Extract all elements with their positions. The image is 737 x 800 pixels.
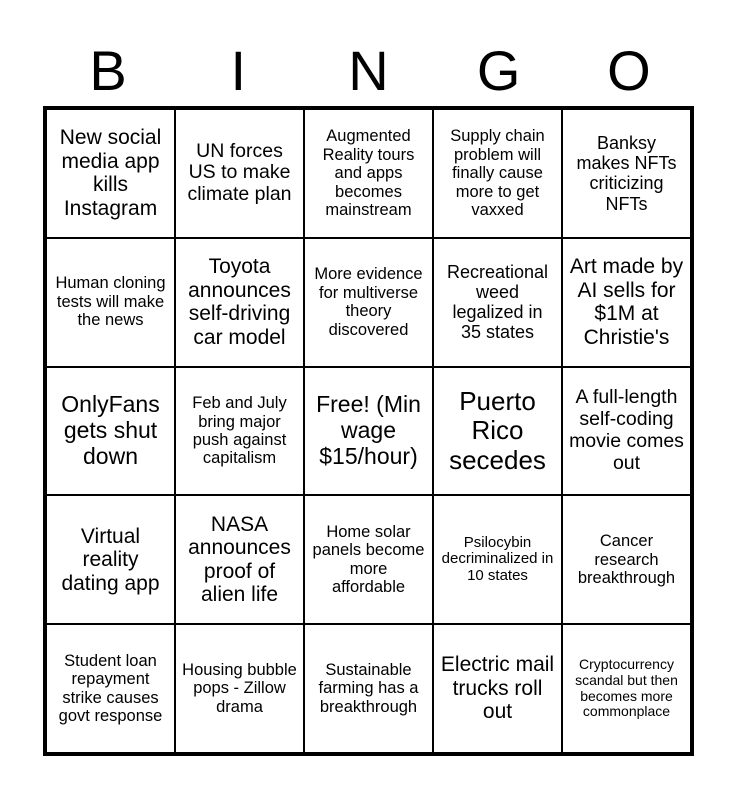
bingo-cell[interactable]: Sustainable farming has a breakthrough — [304, 624, 433, 753]
bingo-cell[interactable]: A full-length self-coding movie comes out — [562, 367, 691, 496]
bingo-cell[interactable]: Supply chain problem will finally cause more to get vaxxed — [433, 109, 562, 238]
bingo-cell[interactable]: Puerto Rico secedes — [433, 367, 562, 496]
bingo-cell[interactable]: Feb and July bring major push against capitalism — [175, 367, 304, 496]
bingo-cell[interactable]: Psilocybin decriminalized in 10 states — [433, 495, 562, 624]
bingo-cell[interactable]: Home solar panels become more affordable — [304, 495, 433, 624]
bingo-cell[interactable]: Electric mail trucks roll out — [433, 624, 562, 753]
bingo-header — [43, 36, 694, 106]
bingo-cell[interactable]: More evidence for multiverse theory discovered — [304, 238, 433, 367]
bingo-cell[interactable]: New social media app kills Instagram — [46, 109, 175, 238]
bingo-cell[interactable]: Recreational weed legalized in 35 states — [433, 238, 562, 367]
header-letter-o: O — [607, 39, 651, 102]
bingo-cell[interactable]: Cryptocurrency scandal but then becomes more commonplace — [562, 624, 691, 753]
free-space-cell[interactable]: Free! (Min wage $15/hour) — [304, 367, 433, 496]
bingo-cell[interactable]: Cancer research breakthrough — [562, 495, 691, 624]
bingo-cell[interactable]: Virtual reality dating app — [46, 495, 175, 624]
bingo-cell[interactable]: Human cloning tests will make the news — [46, 238, 175, 367]
bingo-board — [43, 106, 694, 756]
header-letter-i: I — [230, 39, 247, 102]
bingo-cell[interactable]: Housing bubble pops - Zillow drama — [175, 624, 304, 753]
bingo-cell[interactable]: NASA announces proof of alien life — [175, 495, 304, 624]
bingo-cell[interactable]: Art made by AI sells for $1M at Christie's — [562, 238, 691, 367]
header-letter-n: N — [348, 39, 389, 102]
header-letter-g: G — [476, 39, 521, 102]
bingo-cell[interactable]: Banksy makes NFTs criticizing NFTs — [562, 109, 691, 238]
bingo-cell[interactable]: UN forces US to make climate plan — [175, 109, 304, 238]
bingo-cell[interactable]: Toyota announces self-driving car model — [175, 238, 304, 367]
bingo-cell[interactable]: OnlyFans gets shut down — [46, 367, 175, 496]
bingo-cell[interactable]: Student loan repayment strike causes govt response — [46, 624, 175, 753]
bingo-cell[interactable]: Augmented Reality tours and apps becomes mainstream — [304, 109, 433, 238]
header-letter-b: B — [89, 39, 127, 102]
